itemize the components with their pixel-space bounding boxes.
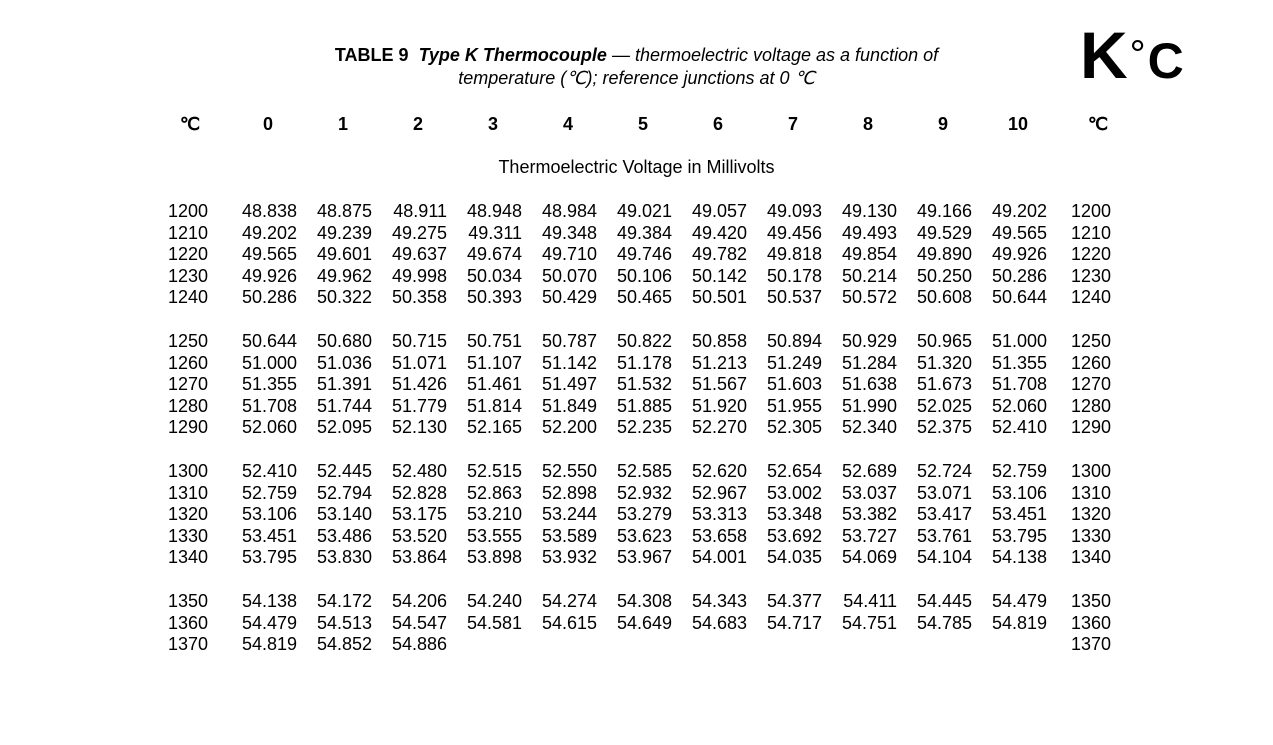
voltage-cell: 53.348 xyxy=(766,504,822,524)
voltage-cell: 51.320 xyxy=(916,352,972,373)
voltage-cell: 50.106 xyxy=(616,265,672,286)
table-row xyxy=(0,633,1273,655)
voltage-cell: 49.384 xyxy=(616,222,672,243)
table-row xyxy=(0,590,1273,612)
thermocouple-name: Type K Thermocouple xyxy=(418,45,607,65)
table-row xyxy=(0,200,1273,222)
voltage-cell: 53.795 xyxy=(241,547,297,567)
logo-degree: ° xyxy=(1129,33,1146,77)
row-temperature-right: 1250 xyxy=(1070,331,1111,351)
logo-letter: K xyxy=(1080,18,1128,92)
voltage-cell: 51.107 xyxy=(466,352,522,373)
voltage-cell: 49.854 xyxy=(841,244,897,264)
voltage-cell: 54.581 xyxy=(466,612,522,633)
row-temperature-left: 1270 xyxy=(167,374,208,394)
voltage-cell: 50.358 xyxy=(391,287,447,307)
voltage-cell: 49.601 xyxy=(316,244,372,264)
row-temperature-left: 1360 xyxy=(167,612,208,633)
voltage-cell: 51.036 xyxy=(316,352,372,373)
voltage-cell: 48.984 xyxy=(541,201,597,221)
voltage-cell: 51.178 xyxy=(616,352,672,373)
header-col-0: 0 xyxy=(262,114,273,134)
voltage-cell: 54.308 xyxy=(616,591,672,611)
voltage-cell: 52.654 xyxy=(766,461,822,481)
voltage-cell: 50.929 xyxy=(841,331,897,351)
voltage-cell: 50.644 xyxy=(991,287,1047,307)
voltage-cell: 49.021 xyxy=(616,201,672,221)
voltage-cell: 54.411 xyxy=(843,591,897,611)
title-description-1: — thermoelectric voltage as a function of xyxy=(611,45,939,65)
voltage-cell: 49.565 xyxy=(241,244,297,264)
voltage-cell: 52.025 xyxy=(916,395,972,416)
voltage-cell: 51.814 xyxy=(466,395,522,416)
header-col-2: 2 xyxy=(412,114,423,134)
voltage-cell: 51.391 xyxy=(316,374,372,394)
row-temperature-right: 1300 xyxy=(1070,461,1111,481)
voltage-cell: 54.819 xyxy=(991,612,1047,633)
voltage-cell: 52.060 xyxy=(241,417,297,437)
voltage-cell: 50.465 xyxy=(616,287,672,307)
header-col-1: 1 xyxy=(337,114,348,134)
row-temperature-left: 1230 xyxy=(167,265,208,286)
voltage-cell: 53.658 xyxy=(691,525,747,546)
voltage-cell: 53.830 xyxy=(316,547,372,567)
row-temperature-right: 1280 xyxy=(1070,395,1111,416)
voltage-cell: 51.885 xyxy=(616,395,672,416)
voltage-cell: 54.104 xyxy=(916,547,972,567)
voltage-cell: 49.202 xyxy=(991,201,1047,221)
voltage-cell: 50.286 xyxy=(991,265,1047,286)
voltage-cell: 54.479 xyxy=(991,591,1047,611)
row-temperature-right: 1230 xyxy=(1070,265,1111,286)
voltage-cell: 51.955 xyxy=(766,395,822,416)
voltage-cell: 49.420 xyxy=(691,222,747,243)
table-row xyxy=(0,460,1273,482)
voltage-cell: 49.239 xyxy=(316,222,372,243)
header-col-8: 8 xyxy=(862,114,873,134)
voltage-cell: 52.759 xyxy=(991,461,1047,481)
voltage-cell: 49.818 xyxy=(766,244,822,264)
voltage-cell: 51.426 xyxy=(391,374,447,394)
row-temperature-left: 1350 xyxy=(167,591,208,611)
voltage-cell: 51.071 xyxy=(391,352,447,373)
voltage-cell: 49.456 xyxy=(766,222,822,243)
voltage-cell: 50.608 xyxy=(916,287,972,307)
logo-unit: C xyxy=(1147,33,1184,89)
voltage-cell: 49.962 xyxy=(316,265,372,286)
voltage-cell: 51.142 xyxy=(541,352,597,373)
voltage-cell: 48.838 xyxy=(241,201,297,221)
voltage-cell: 54.172 xyxy=(316,591,372,611)
voltage-cell: 49.565 xyxy=(991,222,1047,243)
row-temperature-right: 1270 xyxy=(1070,374,1111,394)
row-temperature-right: 1350 xyxy=(1070,591,1111,611)
header-col-10: 10 xyxy=(1007,114,1029,134)
voltage-cell: 50.429 xyxy=(541,287,597,307)
voltage-cell: 49.746 xyxy=(616,244,672,264)
voltage-cell: 53.932 xyxy=(541,547,597,567)
voltage-cell: 50.644 xyxy=(241,331,297,351)
voltage-cell: 53.279 xyxy=(616,504,672,524)
voltage-cell: 54.547 xyxy=(391,612,447,633)
voltage-cell: 52.130 xyxy=(391,417,447,437)
title-description-2: temperature (℃); reference junctions at 0 ℃ xyxy=(458,68,815,88)
voltage-cell: 51.744 xyxy=(316,395,372,416)
row-temperature-left: 1240 xyxy=(167,287,208,307)
row-temperature-left: 1220 xyxy=(167,244,208,264)
voltage-cell: 54.001 xyxy=(691,547,747,567)
voltage-cell: 52.445 xyxy=(316,461,372,481)
voltage-cell: 53.106 xyxy=(241,504,297,524)
voltage-cell: 53.244 xyxy=(541,504,597,524)
voltage-cell: 50.680 xyxy=(316,331,372,351)
voltage-cell: 52.828 xyxy=(391,482,447,503)
voltage-cell: 54.513 xyxy=(316,612,372,633)
voltage-cell: 51.990 xyxy=(841,395,897,416)
voltage-cell: 51.000 xyxy=(241,352,297,373)
table-row xyxy=(0,243,1273,265)
voltage-cell: 51.920 xyxy=(691,395,747,416)
voltage-cell: 54.649 xyxy=(616,612,672,633)
row-temperature-right: 1360 xyxy=(1070,612,1111,633)
voltage-cell: 54.138 xyxy=(991,547,1047,567)
voltage-cell: 51.355 xyxy=(241,374,297,394)
voltage-cell: 49.710 xyxy=(541,244,597,264)
table-row xyxy=(0,265,1273,287)
table-row xyxy=(0,330,1273,352)
row-temperature-right: 1210 xyxy=(1070,222,1111,243)
voltage-cell: 51.849 xyxy=(541,395,597,416)
voltage-cell: 54.240 xyxy=(466,591,522,611)
voltage-cell: 54.785 xyxy=(916,612,972,633)
voltage-cell: 50.501 xyxy=(691,287,747,307)
voltage-cell: 53.555 xyxy=(466,525,522,546)
voltage-cell: 50.250 xyxy=(916,265,972,286)
table-row xyxy=(0,373,1273,395)
table-row xyxy=(0,525,1273,547)
voltage-cell: 49.057 xyxy=(691,201,747,221)
row-temperature-left: 1330 xyxy=(167,525,208,546)
voltage-cell: 49.637 xyxy=(391,244,447,264)
voltage-cell: 50.787 xyxy=(541,331,597,351)
voltage-cell: 48.911 xyxy=(393,201,447,221)
voltage-cell: 50.286 xyxy=(241,287,297,307)
voltage-cell: 50.070 xyxy=(541,265,597,286)
row-temperature-left: 1310 xyxy=(167,482,208,503)
voltage-cell: 49.311 xyxy=(468,222,522,243)
table-label: TABLE 9 xyxy=(334,45,409,65)
voltage-cell: 53.520 xyxy=(391,525,447,546)
voltage-cell: 53.210 xyxy=(466,504,522,524)
header-unit-right: ℃ xyxy=(1087,114,1109,134)
row-temperature-right: 1240 xyxy=(1070,287,1111,307)
voltage-cell: 53.417 xyxy=(916,504,972,524)
voltage-cell: 54.615 xyxy=(541,612,597,633)
header-col-4: 4 xyxy=(562,114,573,134)
voltage-cell: 50.894 xyxy=(766,331,822,351)
voltage-cell: 49.890 xyxy=(916,244,972,264)
voltage-cell: 49.926 xyxy=(241,265,297,286)
voltage-cell: 53.071 xyxy=(916,482,972,503)
table-row xyxy=(0,416,1273,438)
voltage-cell: 49.130 xyxy=(841,201,897,221)
voltage-cell: 54.852 xyxy=(316,634,372,654)
voltage-cell: 52.410 xyxy=(991,417,1047,437)
voltage-cell: 54.751 xyxy=(841,612,897,633)
row-temperature-left: 1370 xyxy=(167,634,208,654)
voltage-cell: 52.794 xyxy=(316,482,372,503)
voltage-cell: 51.213 xyxy=(691,352,747,373)
voltage-cell: 53.106 xyxy=(991,482,1047,503)
type-k-celsius-logo xyxy=(1080,18,1184,98)
voltage-cell: 53.037 xyxy=(841,482,897,503)
voltage-cell: 53.382 xyxy=(841,504,897,524)
voltage-cell: 49.093 xyxy=(766,201,822,221)
voltage-cell: 50.537 xyxy=(766,287,822,307)
voltage-cell: 50.142 xyxy=(691,265,747,286)
table-row xyxy=(0,612,1273,634)
header-col-3: 3 xyxy=(487,114,498,134)
voltage-cell: 53.486 xyxy=(316,525,372,546)
voltage-cell: 54.819 xyxy=(241,634,297,654)
table-subtitle: Thermoelectric Voltage in Millivolts xyxy=(498,157,775,177)
voltage-cell: 52.270 xyxy=(691,417,747,437)
voltage-cell: 50.715 xyxy=(391,331,447,351)
voltage-cell: 53.313 xyxy=(691,504,747,524)
row-temperature-right: 1340 xyxy=(1070,547,1111,567)
voltage-cell: 51.461 xyxy=(466,374,522,394)
voltage-cell: 54.377 xyxy=(766,591,822,611)
header-unit-left: ℃ xyxy=(179,114,201,134)
voltage-cell: 51.000 xyxy=(991,331,1047,351)
row-temperature-right: 1330 xyxy=(1070,525,1111,546)
voltage-cell: 52.375 xyxy=(916,417,972,437)
voltage-cell: 50.034 xyxy=(466,265,522,286)
row-temperature-left: 1250 xyxy=(167,331,208,351)
row-temperature-right: 1320 xyxy=(1070,504,1111,524)
voltage-cell: 49.202 xyxy=(241,222,297,243)
voltage-cell: 54.274 xyxy=(541,591,597,611)
voltage-cell: 50.822 xyxy=(616,331,672,351)
voltage-cell: 49.529 xyxy=(916,222,972,243)
voltage-cell: 49.926 xyxy=(991,244,1047,264)
voltage-cell: 52.863 xyxy=(466,482,522,503)
voltage-cell: 53.623 xyxy=(616,525,672,546)
voltage-cell: 51.779 xyxy=(391,395,447,416)
voltage-cell: 53.002 xyxy=(766,482,822,503)
voltage-cell: 51.532 xyxy=(616,374,672,394)
table-row xyxy=(0,352,1273,374)
voltage-cell: 53.589 xyxy=(541,525,597,546)
header-col-5: 5 xyxy=(637,114,648,134)
table-row xyxy=(0,482,1273,504)
voltage-cell: 54.717 xyxy=(766,612,822,633)
voltage-cell: 51.673 xyxy=(916,374,972,394)
voltage-cell: 50.751 xyxy=(466,331,522,351)
voltage-cell: 51.355 xyxy=(991,352,1047,373)
voltage-cell: 52.724 xyxy=(916,461,972,481)
voltage-cell: 51.638 xyxy=(841,374,897,394)
row-temperature-right: 1290 xyxy=(1070,417,1111,437)
row-temperature-right: 1370 xyxy=(1070,634,1111,654)
header-col-6: 6 xyxy=(712,114,723,134)
voltage-cell: 52.165 xyxy=(466,417,522,437)
voltage-cell: 52.932 xyxy=(616,482,672,503)
voltage-cell: 49.275 xyxy=(391,222,447,243)
row-temperature-left: 1300 xyxy=(167,461,208,481)
voltage-cell: 50.965 xyxy=(916,331,972,351)
table-row xyxy=(0,546,1273,568)
voltage-cell: 52.480 xyxy=(391,461,447,481)
voltage-cell: 53.898 xyxy=(466,547,522,567)
voltage-cell: 54.069 xyxy=(841,547,897,567)
row-temperature-right: 1220 xyxy=(1070,244,1111,264)
voltage-cell: 52.305 xyxy=(766,417,822,437)
voltage-cell: 49.782 xyxy=(691,244,747,264)
voltage-cell: 51.567 xyxy=(691,374,747,394)
voltage-cell: 48.875 xyxy=(316,201,372,221)
voltage-cell: 52.235 xyxy=(616,417,672,437)
table-row xyxy=(0,222,1273,244)
voltage-cell: 53.967 xyxy=(616,547,672,567)
voltage-cell: 51.708 xyxy=(991,374,1047,394)
voltage-cell: 52.095 xyxy=(316,417,372,437)
voltage-cell: 53.727 xyxy=(841,525,897,546)
voltage-cell: 54.138 xyxy=(241,591,297,611)
voltage-cell: 52.550 xyxy=(541,461,597,481)
voltage-cell: 52.689 xyxy=(841,461,897,481)
voltage-cell: 51.249 xyxy=(766,352,822,373)
voltage-cell: 51.284 xyxy=(841,352,897,373)
column-header-row xyxy=(0,113,1273,135)
voltage-cell: 54.343 xyxy=(691,591,747,611)
voltage-cell: 52.060 xyxy=(991,395,1047,416)
voltage-cell: 50.322 xyxy=(316,287,372,307)
table-row xyxy=(0,503,1273,525)
header-col-9: 9 xyxy=(937,114,948,134)
voltage-cell: 54.479 xyxy=(241,612,297,633)
voltage-cell: 53.761 xyxy=(916,525,972,546)
header-col-7: 7 xyxy=(787,114,798,134)
voltage-cell: 52.340 xyxy=(841,417,897,437)
row-temperature-right: 1200 xyxy=(1070,201,1111,221)
voltage-cell: 51.497 xyxy=(541,374,597,394)
voltage-cell: 50.858 xyxy=(691,331,747,351)
voltage-cell: 53.451 xyxy=(991,504,1047,524)
voltage-cell: 49.998 xyxy=(391,265,447,286)
row-temperature-left: 1290 xyxy=(167,417,208,437)
voltage-cell: 52.200 xyxy=(541,417,597,437)
voltage-cell: 48.948 xyxy=(466,201,522,221)
voltage-cell: 50.214 xyxy=(841,265,897,286)
voltage-cell: 50.572 xyxy=(841,287,897,307)
table-row xyxy=(0,286,1273,308)
row-temperature-right: 1260 xyxy=(1070,352,1111,373)
voltage-cell: 53.175 xyxy=(391,504,447,524)
voltage-cell: 49.674 xyxy=(466,244,522,264)
voltage-cell: 52.759 xyxy=(241,482,297,503)
voltage-cell: 51.603 xyxy=(766,374,822,394)
voltage-cell: 49.166 xyxy=(916,201,972,221)
voltage-cell: 54.035 xyxy=(766,547,822,567)
voltage-cell: 52.585 xyxy=(616,461,672,481)
voltage-cell: 53.140 xyxy=(316,504,372,524)
voltage-cell: 54.683 xyxy=(691,612,747,633)
table-row xyxy=(0,395,1273,417)
voltage-cell: 54.445 xyxy=(916,591,972,611)
voltage-cell: 49.348 xyxy=(541,222,597,243)
voltage-cell: 52.898 xyxy=(541,482,597,503)
row-temperature-left: 1210 xyxy=(167,222,208,243)
voltage-cell: 53.864 xyxy=(391,547,447,567)
voltage-cell: 52.620 xyxy=(691,461,747,481)
voltage-cell: 52.515 xyxy=(466,461,522,481)
row-temperature-left: 1260 xyxy=(167,352,208,373)
row-temperature-left: 1340 xyxy=(167,547,208,567)
voltage-cell: 50.393 xyxy=(466,287,522,307)
voltage-cell: 53.451 xyxy=(241,525,297,546)
row-temperature-right: 1310 xyxy=(1070,482,1111,503)
row-temperature-left: 1280 xyxy=(167,395,208,416)
voltage-cell: 53.692 xyxy=(766,525,822,546)
voltage-cell: 52.967 xyxy=(691,482,747,503)
voltage-cell: 54.886 xyxy=(391,634,447,654)
row-temperature-left: 1200 xyxy=(167,201,208,221)
voltage-cell: 51.708 xyxy=(241,395,297,416)
voltage-cell: 53.795 xyxy=(991,525,1047,546)
voltage-cell: 52.410 xyxy=(241,461,297,481)
voltage-cell: 54.206 xyxy=(391,591,447,611)
row-temperature-left: 1320 xyxy=(167,504,208,524)
voltage-cell: 49.493 xyxy=(841,222,897,243)
voltage-cell: 50.178 xyxy=(766,265,822,286)
